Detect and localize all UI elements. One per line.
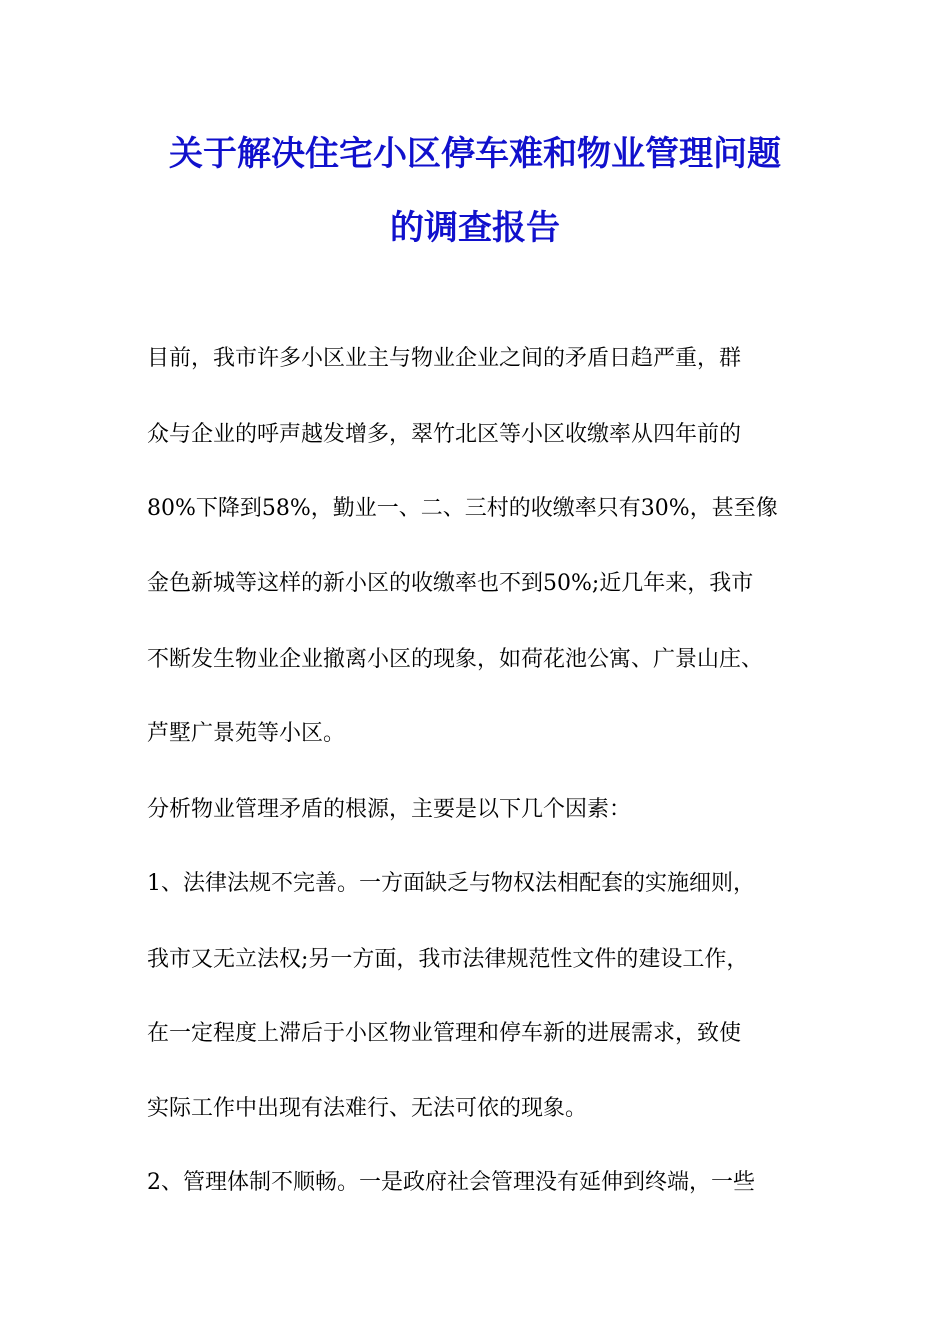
- document-title-line-1: 关于解决住宅小区停车难和物业管理问题: [169, 134, 781, 174]
- paragraph-line-1: 目前，我市许多小区业主与物业企业之间的矛盾日趋严重，群: [147, 346, 742, 371]
- paragraph-line-7: 分析物业管理矛盾的根源，主要是以下几个因素：: [147, 797, 632, 822]
- paragraph-line-10: 在一定程度上滞后于小区物业管理和停车新的进展需求，致使: [147, 1021, 742, 1046]
- paragraph-line-2: 众与企业的呼声越发增多，翠竹北区等小区收缴率从四年前的: [147, 422, 742, 447]
- paragraph-line-5: 不断发生物业企业撤离小区的现象，如荷花池公寓、广景山庄、: [147, 647, 764, 672]
- paragraph-line-4: 金色新城等这样的新小区的收缴率也不到50%;近几年来，我市: [147, 571, 754, 596]
- paragraph-line-6: 芦墅广景苑等小区。: [147, 721, 346, 746]
- paragraph-line-12: 2、管理体制不顺畅。一是政府社会管理没有延伸到终端，一些: [147, 1170, 755, 1195]
- document-title-line-2: 的调查报告: [390, 208, 560, 248]
- paragraph-line-8: 1、法律法规不完善。一方面缺乏与物权法相配套的实施细则，: [147, 871, 755, 896]
- paragraph-line-3: 80%下降到58%，勤业一、二、三村的收缴率只有30%，甚至像: [147, 496, 778, 521]
- paragraph-line-9: 我市又无立法权;另一方面，我市法律规范性文件的建设工作，: [147, 947, 749, 972]
- paragraph-line-11: 实际工作中出现有法难行、无法可依的现象。: [147, 1096, 588, 1121]
